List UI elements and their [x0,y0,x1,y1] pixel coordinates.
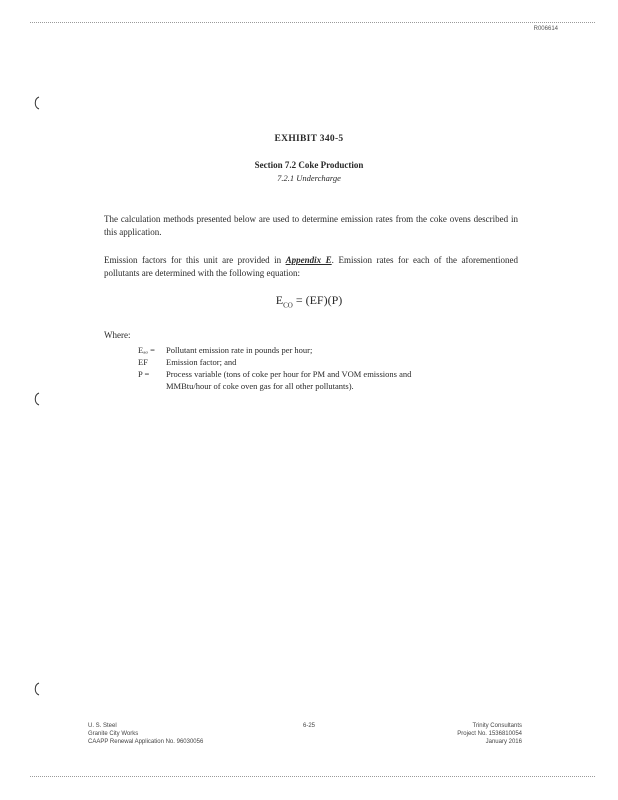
footer-project-number: Project No. 1536810054 [457,731,522,737]
exhibit-title: EXHIBIT 340-5 [274,134,344,144]
equation-rhs: = (EF)(P) [292,293,343,307]
definition-symbol: EF [138,357,148,367]
definition-text: Pollutant emission rate in pounds per hour; [166,345,313,355]
definition-text: Process variable (tons of coke per hour for PM and VOM emissions and [166,369,412,379]
where-label: Where: [104,330,131,340]
definition-symbol: P = [138,369,150,379]
paragraph-text-start: Emission factors for this unit are provided in [104,255,286,265]
equation-lhs-subscript: CO [283,301,293,310]
definition-text: MMBtu/hour of coke oven gas for all other pollutants). [166,381,354,391]
definition-symbol: Eₐₒ = [138,345,155,355]
scan-artifact-top [30,22,595,23]
footer-application: CAAPP Renewal Application No. 96030056 [88,739,204,745]
definition-text: Emission factor; and [166,357,237,367]
paragraph-text-end: . Emission rates for each of the aforementioned pollutants are determined with the following equation: [104,255,519,278]
page-number: 6-25 [302,723,315,729]
subsection-title: 7.2.1 Undercharge [277,173,341,183]
equation-lhs: E [275,293,284,307]
document-number: R006614 [533,26,558,32]
intro-paragraph: The calculation methods presented below are used to determine emission rates from the coke ovens described in this application. [104,214,518,237]
emission-equation [0,293,618,309]
section-title: Section 7.2 Coke Production [254,160,364,170]
punch-hole-mark-top [32,96,42,110]
punch-hole-mark-bottom [32,682,42,696]
footer-facility: Granite City Works [88,731,139,737]
scan-artifact-bottom [30,776,595,777]
footer-consultant: Trinity Consultants [472,723,522,729]
punch-hole-mark-middle [32,392,42,406]
footer-left [88,722,288,746]
emission-factor-paragraph [104,254,518,280]
footer-date: January 2016 [485,739,522,745]
footer-right [398,722,522,746]
appendix-reference: Appendix E [285,255,332,265]
footer-company: U. S. Steel [88,723,117,729]
